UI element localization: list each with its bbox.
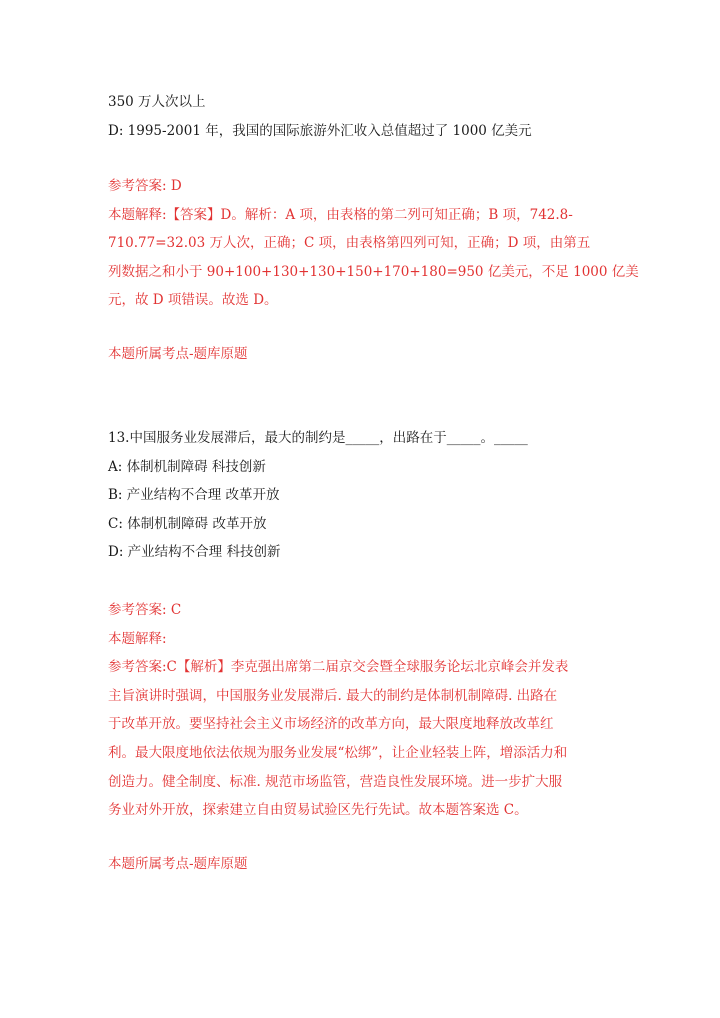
option-a: A: 体制机制障碍 科技创新 bbox=[108, 458, 266, 475]
question-12-answer-block bbox=[108, 172, 639, 315]
option-c: C: 体制机制障碍 改革开放 bbox=[108, 515, 267, 532]
question-12-source bbox=[108, 340, 618, 369]
explanation-line: 本题解释:【答案】D。解析：A 项，由表格的第二列可知正确；B 项，742.8- bbox=[108, 206, 573, 223]
question-stem: 13.中国服务业发展滞后，最大的制约是_____，出路在于_____。_____ bbox=[108, 430, 528, 446]
explanation-line: 创造力。健全制度、标准. 规范市场监管，营造良性发展环境。进一步扩大服 bbox=[108, 773, 563, 790]
explanation-line: 参考答案:C【解析】李克强出席第二届京交会暨全球服务论坛北京峰会并发表 bbox=[108, 659, 569, 676]
source-label: 本题所属考点-题库原题 bbox=[108, 856, 248, 872]
question-13-block bbox=[108, 424, 618, 567]
explanation-line: 利。最大限度地依法依规为服务业发展“松绑”，让企业轻装上阵，增添活力和 bbox=[108, 744, 568, 761]
explanation-line: 务业对外开放，探索建立自由贸易试验区先行先试。故本题答案选 C。 bbox=[108, 802, 528, 819]
explanation-label: 本题解释: bbox=[108, 630, 167, 647]
source-label: 本题所属考点-题库原题 bbox=[108, 346, 248, 362]
explanation-line: 元，故 D 项错误。故选 D。 bbox=[108, 292, 278, 309]
option-d: D: 产业结构不合理 科技创新 bbox=[108, 544, 281, 561]
question-12-options-tail bbox=[108, 88, 618, 145]
question-13-answer-block bbox=[108, 596, 618, 825]
explanation-line: 主旨演讲时强调，中国服务业发展滞后. 最大的制约是体制机制障碍. 出路在 bbox=[108, 687, 558, 704]
question-text-line: 350 万人次以上 bbox=[108, 94, 206, 110]
option-d: D: 1995-2001 年，我国的国际旅游外汇收入总值超过了 1000 亿美元 bbox=[108, 122, 532, 139]
explanation-line: 710.77=32.03 万人次，正确；C 项，由表格第四列可知，正确；D 项，由第五 bbox=[108, 235, 591, 252]
answer-label: 参考答案: D bbox=[108, 178, 182, 194]
option-b: B: 产业结构不合理 改革开放 bbox=[108, 487, 280, 504]
question-13-source bbox=[108, 850, 618, 879]
explanation-line: 列数据之和小于 90+100+130+130+150+170+180=950 亿美元，不足 1000 亿美 bbox=[108, 263, 639, 280]
explanation-line: 于改革开放。要坚持社会主义市场经济的改革方向，最大限度地释放改革红 bbox=[108, 716, 554, 733]
answer-label: 参考答案: C bbox=[108, 602, 182, 618]
